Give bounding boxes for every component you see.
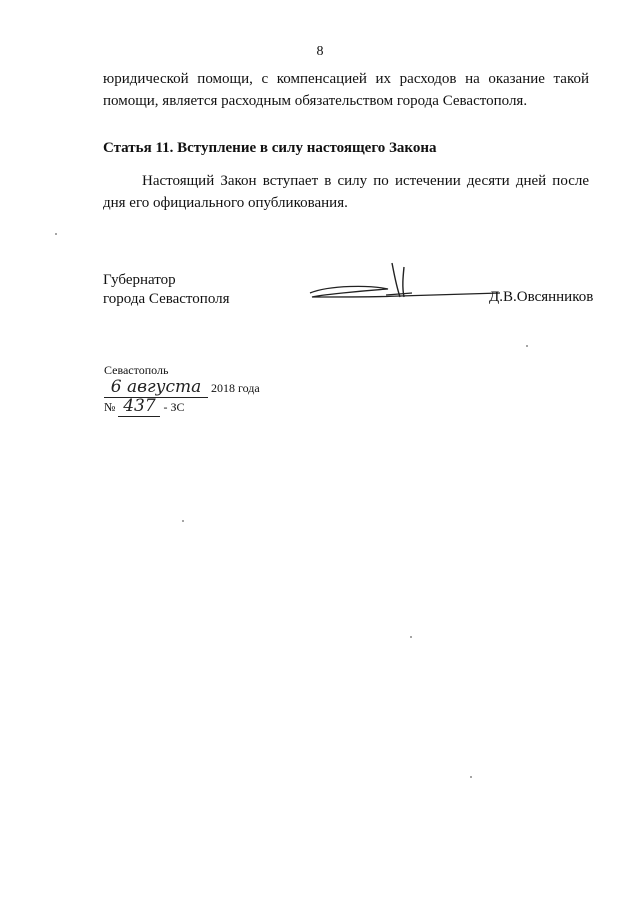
paragraph-continuation xyxy=(103,68,589,112)
number-suffix: - ЗС xyxy=(163,400,185,414)
handwritten-number: 437 xyxy=(118,396,160,417)
paragraph-line-1: юридической помощи, с компенсацией их расходов на оказание такой xyxy=(103,71,589,87)
scan-speck xyxy=(55,233,57,235)
signatory-title-line-1: Губернатор xyxy=(103,272,176,288)
signatory-title xyxy=(103,271,230,309)
place-of-signing: Севастополь xyxy=(104,363,169,377)
article-body: Настоящий Закон вступает в силу по истечении десяти дней после дня его официального опубликования. xyxy=(103,173,589,211)
scan-speck xyxy=(182,520,184,522)
handwritten-date: 6 августа xyxy=(104,377,208,398)
signing-date xyxy=(104,377,260,398)
page-number: 8 xyxy=(316,44,324,59)
scan-speck xyxy=(470,776,472,778)
signatory-title-line-2: города Севастополя xyxy=(103,291,230,307)
printed-year: 2018 года xyxy=(211,381,260,395)
law-number xyxy=(104,396,184,417)
number-sign: № xyxy=(104,400,116,414)
signer-name: Д.В.Овсянников xyxy=(489,289,594,305)
paragraph-line-2: помощи, является расходным обязательством города Севастополя. xyxy=(103,93,528,109)
scan-speck xyxy=(410,636,412,638)
article-heading: Статья 11. Вступление в силу настоящего Закона xyxy=(103,140,437,156)
scan-speck xyxy=(526,345,528,347)
handwritten-signature xyxy=(300,255,500,305)
